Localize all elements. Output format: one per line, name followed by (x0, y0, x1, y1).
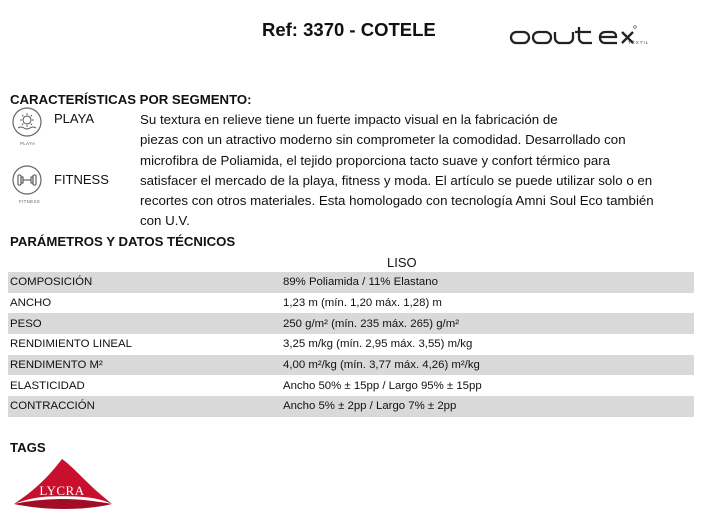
column-header-liso: LISO (387, 255, 417, 270)
param-value: 89% Poliamida / 11% Elastano (283, 276, 438, 289)
table-row (8, 334, 694, 355)
sun-icon (11, 106, 43, 138)
description-line: Su textura en relieve tiene un fuerte impacto visual en la fabricación de (140, 112, 558, 127)
param-name: RENDIMENTO M² (10, 359, 103, 372)
param-name: PESO (10, 317, 42, 330)
lycra-text: LYCRA (39, 483, 85, 498)
param-value: Ancho 50% ± 15pp / Largo 95% ± 15pp (283, 379, 482, 392)
segment-description (140, 110, 695, 232)
brand-logo (509, 22, 655, 50)
description-line: satisfacer el mercado de la playa, fitness y moda. El artículo se puede utilizar solo o en (140, 172, 653, 188)
param-name: ELASTICIDAD (10, 379, 85, 392)
table-row (8, 313, 694, 334)
segment-label-fitness: FITNESS (54, 172, 109, 187)
ref-title: Ref: 3370 - COTELE (262, 19, 436, 40)
param-value: 1,23 m (mín. 1,20 máx. 1,28) m (283, 297, 442, 310)
param-name: CONTRACCIÓN (10, 400, 95, 413)
fitness-icon-caption: FITNESS (19, 199, 41, 204)
tags-heading: TAGS (10, 440, 46, 455)
param-value: 250 g/m² (mín. 235 máx. 265) g/m² (283, 317, 459, 330)
description-line: con U.V. (140, 213, 190, 229)
param-name: ANCHO (10, 297, 52, 310)
param-name: RENDIMIENTO LINEAL (10, 338, 132, 351)
description-line: piezas con un atractivo moderno sin comprometer la comodidad. Desarrollado con (140, 132, 626, 148)
description-line: recortes con otros materiales. Esta homologado con tecnología Amni Soul Eco también (140, 193, 654, 209)
playa-icon-caption: PLAYA (20, 141, 36, 146)
table-row (8, 355, 694, 376)
brand-logo-sub: TÊXTIL (628, 40, 650, 45)
segments-heading: CARACTERÍSTICAS POR SEGMENTO: (10, 92, 252, 107)
table-row (8, 272, 694, 293)
table-row (8, 375, 694, 396)
param-value: 4,00 m²/kg (mín. 3,77 máx. 4,26) m²/kg (283, 359, 480, 372)
table-row (8, 293, 694, 314)
param-value: Ancho 5% ± 2pp / Largo 7% ± 2pp (283, 400, 457, 413)
description-line: microfibra de Poliamida, el tejido proporciona tacto suave y confort térmico para (140, 152, 611, 168)
param-value: 3,25 m/kg (mín. 2,95 máx. 3,55) m/kg (283, 338, 473, 351)
segment-label-playa: PLAYA (54, 111, 94, 126)
params-table (8, 272, 694, 417)
param-name: COMPOSICIÓN (10, 276, 93, 289)
dumbbell-icon (11, 164, 43, 196)
lycra-logo (12, 457, 114, 511)
params-heading: PARÁMETROS Y DATOS TÉCNICOS (10, 234, 236, 249)
table-row (8, 396, 694, 417)
